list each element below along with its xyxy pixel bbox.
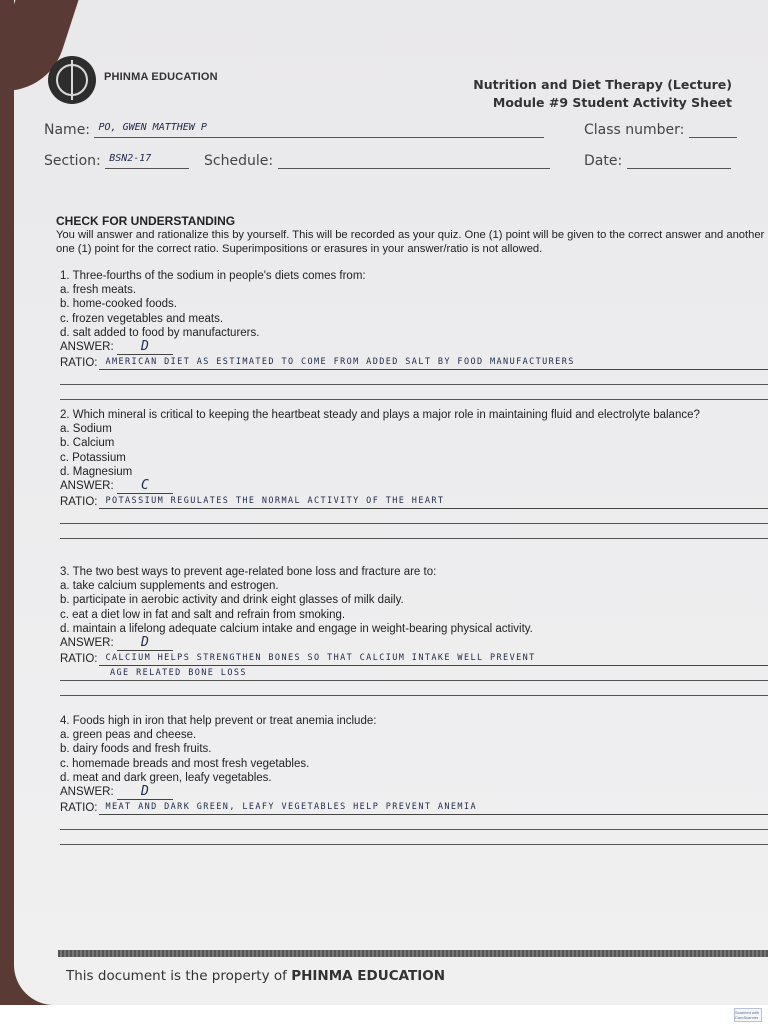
option-a: a. Sodium (60, 423, 112, 436)
ratio-line-3[interactable] (60, 385, 768, 400)
ratio-row (60, 355, 768, 370)
answer-label: ANSWER: (60, 786, 114, 799)
option-b: b. home-cooked foods. (60, 298, 177, 311)
schedule-field (204, 153, 550, 169)
scan-margin (0, 1005, 768, 1024)
class-number-value[interactable] (689, 122, 737, 138)
schedule-value[interactable] (278, 153, 550, 169)
section-label: Section: (44, 153, 101, 169)
option-d: d. salt added to food by manufacturers. (60, 326, 260, 339)
document-title (473, 76, 732, 112)
option-d: d. maintain a lifelong adequate calcium intake and engage in weight-bearing physical activity. (60, 622, 533, 635)
section-value[interactable]: BSN2-17 (105, 153, 189, 169)
footer-prefix: This document is the property of (66, 968, 287, 984)
date-label: Date: (584, 153, 623, 169)
check-instructions: You will answer and rationalize this by yourself. This will be recorded as your quiz. One (1) point will be given to the correct answer and another one (1) point for the correct ratio. Superimpositions or erasures in your answer/ratio is not allowed. (56, 229, 765, 255)
answer-value[interactable]: C (117, 479, 173, 494)
ratio-row (60, 494, 768, 509)
title-line-2: Module #9 Student Activity Sheet (492, 95, 732, 110)
footer-divider (58, 950, 768, 957)
question-4 (60, 714, 768, 845)
ratio-value[interactable]: POTASSIUM REGULATES THE NORMAL ACTIVITY OF THE HEART (99, 494, 768, 509)
logo-subtext (96, 85, 218, 90)
question-1 (60, 269, 768, 400)
question-stem: 2. Which mineral is critical to keeping the heartbeat steady and plays a major role in maintaining fluid and electrolyte balance? (60, 409, 700, 421)
option-b: b. participate in aerobic activity and drink eight glasses of milk daily. (60, 594, 404, 607)
option-c: c. frozen vegetables and meats. (60, 312, 224, 325)
answer-row (60, 785, 768, 800)
answer-value[interactable]: D (117, 785, 173, 800)
ratio-value[interactable]: MEAT AND DARK GREEN, LEAFY VEGETABLES HELP PREVENT ANEMIA (99, 800, 768, 815)
option-a: a. fresh meats. (60, 284, 137, 297)
ratio-label: RATIO: (60, 802, 98, 815)
ratio-label: RATIO: (60, 496, 98, 509)
date-field (584, 153, 731, 169)
option-b: b. dairy foods and fresh fruits. (60, 743, 212, 756)
class-number-field (584, 122, 737, 138)
ratio-row (60, 800, 768, 815)
ratio-label: RATIO: (60, 653, 98, 666)
camscanner-badge: Scanned with CamScanner (734, 1008, 762, 1022)
answer-label: ANSWER: (60, 637, 114, 650)
question-2 (60, 408, 768, 539)
title-line-1: Nutrition and Diet Therapy (Lecture) (473, 77, 732, 92)
question-stem: 4. Foods high in iron that help prevent or treat anemia include: (60, 715, 377, 727)
ratio-row (60, 651, 768, 666)
option-c: c. Potassium (60, 451, 126, 464)
option-a: a. take calcium supplements and estrogen. (60, 580, 279, 593)
logo-seal-icon (48, 56, 96, 104)
name-field (44, 122, 544, 138)
answer-value[interactable]: D (117, 636, 173, 651)
ratio-line-3[interactable] (60, 830, 768, 845)
ratio-line-2[interactable]: AGE RELATED BONE LOSS (60, 666, 768, 681)
footer-note (66, 968, 445, 984)
ratio-line-2[interactable] (60, 509, 768, 524)
ratio-label: RATIO: (60, 357, 98, 370)
date-value[interactable] (627, 153, 731, 169)
option-b: b. Calcium (60, 437, 115, 450)
answer-row (60, 636, 768, 651)
ratio-value[interactable]: AMERICAN DIET AS ESTIMATED TO COME FROM ADDED SALT BY FOOD MANUFACTURERS (99, 355, 768, 370)
question-stem: 1. Three-fourths of the sodium in people's diets comes from: (60, 270, 366, 282)
footer-brand: PHINMA EDUCATION (291, 968, 446, 984)
phinma-logo (48, 56, 218, 104)
name-value[interactable]: PO, GWEN MATTHEW P (94, 122, 544, 138)
schedule-label: Schedule: (204, 153, 274, 169)
ratio-line-2[interactable] (60, 815, 768, 830)
ratio-value[interactable]: CALCIUM HELPS STRENGTHEN BONES SO THAT CALCIUM INTAKE WELL PREVENT (99, 651, 768, 666)
option-d: d. Magnesium (60, 465, 133, 478)
answer-row (60, 479, 768, 494)
ratio-line-2[interactable] (60, 370, 768, 385)
question-stem: 3. The two best ways to prevent age-related bone loss and fracture are to: (60, 566, 437, 578)
ratio-line-3[interactable] (60, 681, 768, 696)
answer-value[interactable]: D (117, 340, 173, 355)
logo-brand: PHINMA EDUCATION (104, 70, 218, 83)
check-heading: CHECK FOR UNDERSTANDING (56, 214, 236, 228)
option-d: d. meat and dark green, leafy vegetables. (60, 771, 272, 784)
ratio-line-3[interactable] (60, 524, 768, 539)
activity-sheet (14, 0, 768, 1005)
option-c: c. homemade breads and most fresh vegetables. (60, 757, 310, 770)
option-c: c. eat a diet low in fat and salt and refrain from smoking. (60, 608, 346, 621)
section-field (44, 153, 189, 169)
answer-label: ANSWER: (60, 480, 114, 493)
name-label: Name: (44, 122, 91, 138)
class-number-label: Class number: (584, 122, 685, 138)
answer-row (60, 340, 768, 355)
answer-label: ANSWER: (60, 341, 114, 354)
option-a: a. green peas and cheese. (60, 729, 197, 742)
question-3 (60, 565, 768, 696)
